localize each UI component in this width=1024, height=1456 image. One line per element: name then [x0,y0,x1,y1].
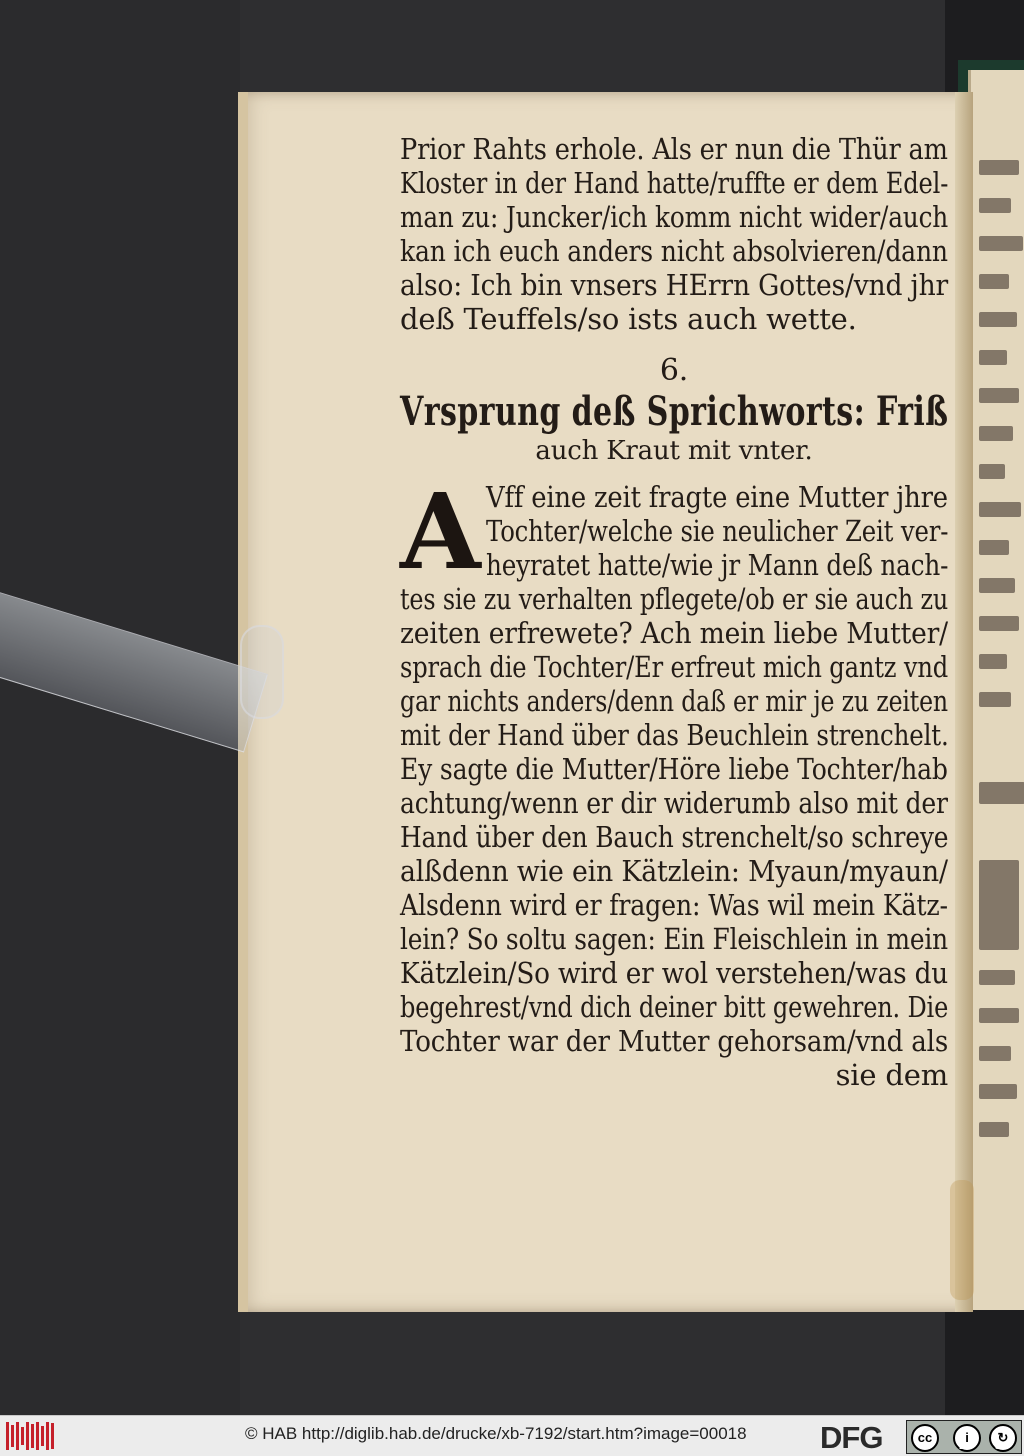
text-line: begehrest/vnd dich deiner bitt gewehren. Die [400,990,949,1024]
cc-license-badge[interactable] [906,1420,1022,1454]
text-line: Alsdenn wird er fragen: Was wil mein Kätz- [400,888,948,922]
text-line: man zu: Juncker/ich komm nicht wider/auch [400,200,949,234]
by-label: BY [959,1442,971,1451]
sa-label: SA [995,1442,1007,1451]
text-line: kan ich euch anders nicht absolvieren/dann [400,234,948,268]
text-line: also: Ich bin vnsers HErrn Gottes/vnd jhr [400,268,949,302]
text-line: gar nichts anders/denn daß er mir je zu zeiten [400,684,948,718]
catchword: sie dem [835,1058,948,1092]
text-line: zeiten erfrewete? Ach mein liebe Mutter/ [400,616,948,650]
text-line: Prior Rahts erhole. Als er nun die Thür am [400,132,948,166]
text-line: Ey sagte die Mutter/Höre liebe Tochter/hab [400,752,948,786]
viewer-footer [0,1415,1024,1456]
section-title: Vrsprung deß Sprichworts: Friß [400,388,949,435]
sa-icon: ↻ [989,1424,1017,1452]
next-page-edge [968,70,1024,1310]
text-line: deß Teuffels/so ists auch wette. [400,302,857,336]
section-number: 6. [659,353,689,388]
drop-cap: A [400,470,481,593]
text-line: Hand über den Bauch strenchelt/so schreye [400,820,949,854]
cc-icon: cc [911,1424,939,1452]
text-line: Tochter/welche sie neulicher Zeit ver- [486,514,949,548]
text-line: Kätzlein/So wird er wol verstehen/was du [400,956,949,990]
text-line: Kloster in der Hand hatte/ruffte er dem Edel- [400,166,949,200]
page-stain [950,1180,974,1300]
section-subtitle: auch Kraut mit vnter. [535,436,813,466]
hab-logo-icon[interactable] [6,1422,54,1450]
text-line: Tochter war der Mutter gehorsam/vnd als [400,1024,949,1058]
text-line: mit der Hand über das Beuchlein strenchelt. [400,718,949,752]
ruler-end [240,625,284,719]
by-icon: i [953,1424,981,1452]
page-gutter [955,92,973,1312]
text-line: Vff eine zeit fragte eine Mutter jhre [486,480,948,514]
text-line: tes sie zu verhalten pflegete/ob er sie auch zu [400,582,949,616]
text-line: alßdenn wie ein Kätzlein: Myaun/myaun/ [400,854,948,888]
text-line: sprach die Tochter/Er erfreut mich gantz vnd [400,650,949,684]
text-line: achtung/wenn er dir widerumb also mit der [400,786,948,820]
dfg-logo[interactable]: DFG [820,1420,883,1455]
text-line: heyratet hatte/wie jr Mann deß nach- [486,548,949,582]
text-line: lein? So soltu sagen: Ein Fleischlein in mein [400,922,948,956]
copyright-link[interactable]: © HAB http://diglib.hab.de/drucke/xb-7192/start.htm?image=00018 [245,1424,747,1443]
